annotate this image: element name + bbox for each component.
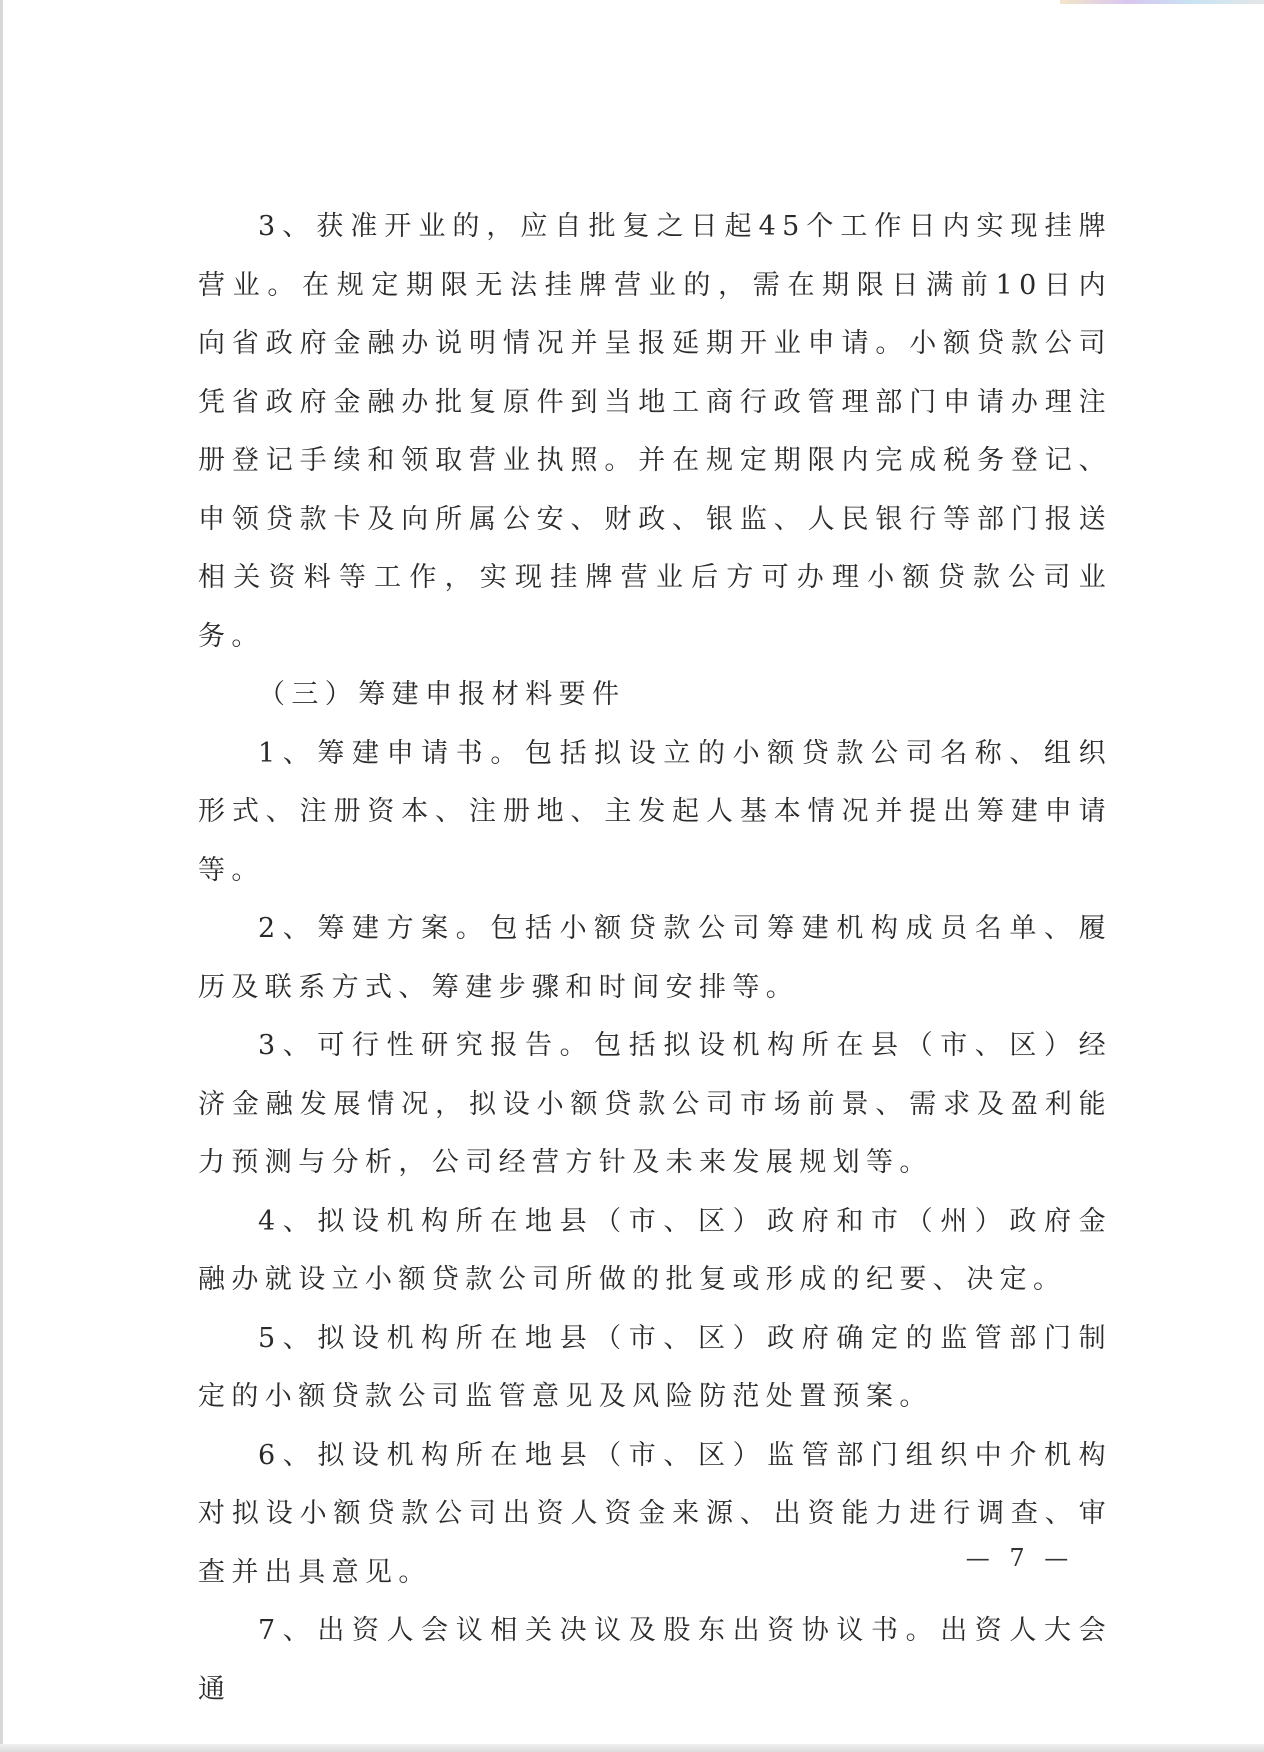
section-heading-preparation-materials: （三）筹建申报材料要件 — [258, 679, 626, 710]
paragraph-item-6: 6、拟设机构所在地县（市、区）监管部门组织中介机构对拟设小额贷款公司出资人资金来源、出资能力进行调查、审查并出具意见。 — [198, 1439, 1112, 1588]
scan-edge-left — [0, 0, 3, 1752]
page-number: — 7 — — [965, 1544, 1075, 1572]
scan-edge-bottom — [0, 1744, 1264, 1752]
paragraph-item-1: 1、筹建申请书。包括拟设立的小额贷款公司名称、组织形式、注册资本、注册地、主发起人基本情况并提出筹建申请等。 — [198, 737, 1112, 886]
paragraph-item-7: 7、出资人会议相关决议及股东出资协议书。出资人大会通 — [198, 1615, 1112, 1705]
paragraph-item-5: 5、拟设机构所在地县（市、区）政府确定的监管部门制定的小额贷款公司监管意见及风险防范处置预案。 — [198, 1322, 1112, 1412]
scan-edge-top — [1060, 0, 1264, 4]
paragraph-approval-opening: 3、获准开业的，应自批复之日起45个工作日内实现挂牌营业。在规定期限无法挂牌营业的，需在期限日满前10日内向省政府金融办说明情况并呈报延期开业申请。小额贷款公司凭省政府金融办批复原件到当地工商行政管理部门申请办理注册登记手续和领取营业执照。并在规定期限内完成税务登记、申领贷款卡及向所属公安、财政、银监、人民银行等部门报送相关资料等工作，实现挂牌营业后方可办理小额贷款公司业务。 — [198, 211, 1112, 652]
paragraph-item-3: 3、可行性研究报告。包括拟设机构所在县（市、区）经济金融发展情况，拟设小额贷款公司市场前景、需求及盈利能力预测与分析，公司经营方针及未来发展规划等。 — [198, 1030, 1112, 1178]
document-body — [198, 198, 1112, 1719]
paragraph-item-4: 4、拟设机构所在地县（市、区）政府和市（州）政府金融办就设立小额贷款公司所做的批复或形成的纪要、决定。 — [198, 1205, 1112, 1295]
paragraph-item-2: 2、筹建方案。包括小额贷款公司筹建机构成员名单、履历及联系方式、筹建步骤和时间安排等。 — [198, 913, 1112, 1003]
